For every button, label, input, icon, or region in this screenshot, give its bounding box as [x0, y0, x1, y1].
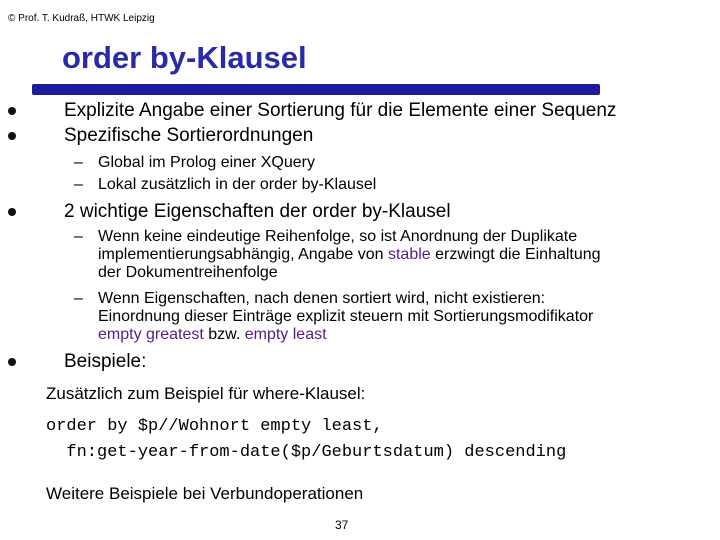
bullet-item [64, 124, 313, 147]
sub-item-text: Lokal zusätzlich in der order by-Klausel [98, 176, 377, 193]
dash-marker: – [74, 154, 83, 171]
title-underline [32, 84, 600, 95]
slide-title: order by-Klausel [62, 40, 307, 75]
sub-item-line: der Dokumentreihenfolge [98, 264, 278, 281]
code-line: fn:get-year-from-date($p/Geburtsdatum) descending [46, 443, 567, 462]
bullet-dot-icon [8, 132, 16, 140]
sub-item-text: Global im Prolog einer XQuery [98, 154, 315, 171]
page-number: 37 [335, 518, 349, 532]
keyword-empty-least: empty least [244, 326, 327, 343]
footer-text: Weitere Beispiele bei Verbundoperationen [46, 484, 364, 503]
sub-item-line: empty greatest bzw. empty least [98, 326, 327, 343]
code-line: order by $p//Wohnort empty least, [46, 417, 383, 436]
sub-item [74, 290, 594, 344]
sub-item-line: implementierungsabhängig, Angabe von stable erzwingt die Einhaltung [98, 246, 601, 263]
sub-item-line: Einordnung dieser Einträge explizit steuern mit Sortierungsmodifikator [98, 308, 594, 325]
bullet-item [64, 350, 146, 373]
sub-item [74, 176, 377, 194]
dash-marker: – [74, 290, 83, 307]
bullet-item [64, 200, 451, 223]
sub-item-line: Wenn Eigenschaften, nach denen sortiert wird, nicht existieren: [98, 290, 546, 307]
bullet-text: Spezifische Sortierordnungen [64, 125, 314, 146]
dash-marker: – [74, 228, 83, 245]
sub-item [74, 228, 601, 282]
bullet-dot-icon [8, 107, 16, 115]
sub-item [74, 154, 315, 172]
bullet-text: Explizite Angabe einer Sortierung für die Elemente einer Sequenz [64, 100, 617, 121]
keyword-empty-greatest: empty greatest [98, 326, 204, 343]
copyright-text: © Prof. T. Kudraß, HTWK Leipzig [8, 13, 155, 24]
bullet-text: 2 wichtige Eigenschaften der order by-Klausel [64, 201, 451, 222]
bullet-dot-icon [8, 208, 16, 216]
example-intro: Zusätzlich zum Beispiel für where-Klausel: [46, 384, 366, 403]
keyword-stable: stable [387, 246, 431, 263]
bullet-item [64, 99, 616, 122]
sub-item-line: Wenn keine eindeutige Reihenfolge, so ist Anordnung der Duplikate [98, 228, 578, 245]
bullet-text: Beispiele: [64, 351, 147, 372]
dash-marker: – [74, 176, 83, 193]
bullet-dot-icon [8, 358, 16, 366]
